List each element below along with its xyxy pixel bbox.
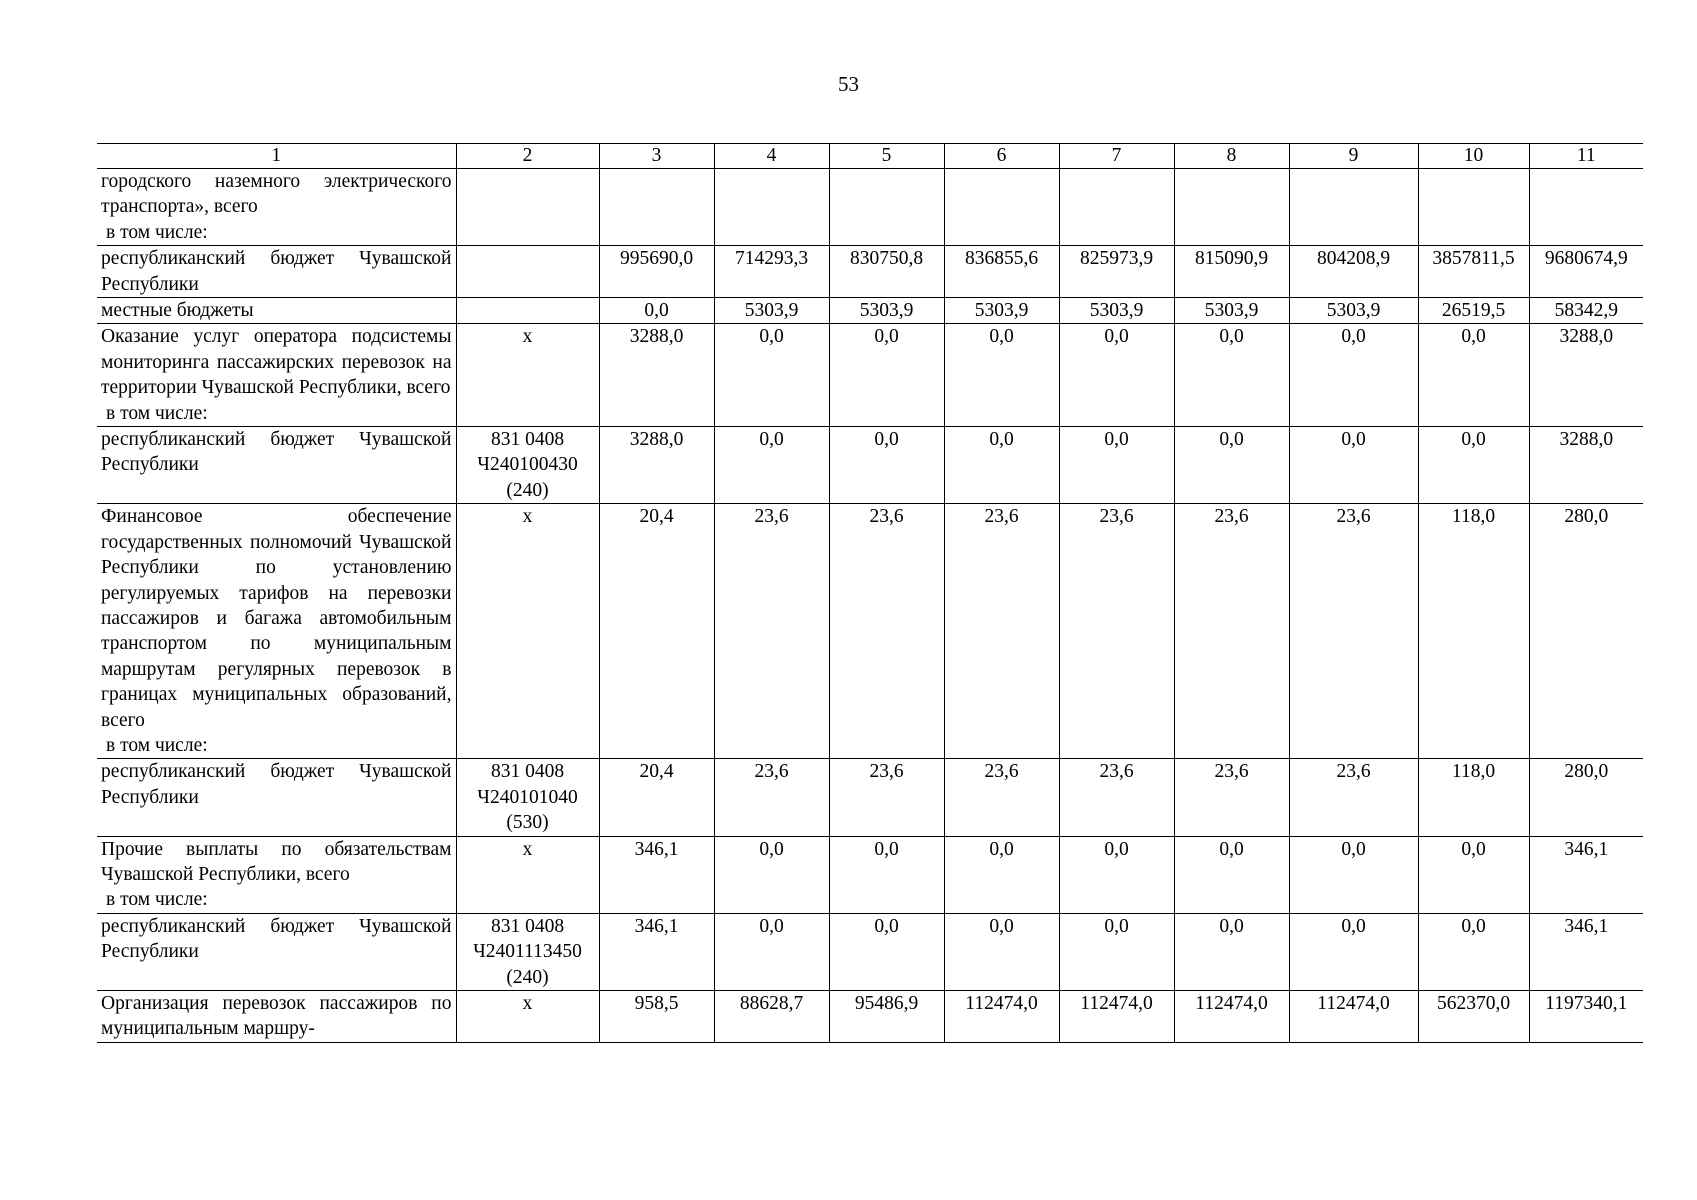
value-cell: 112474,0 xyxy=(944,991,1059,1043)
table-row xyxy=(97,427,1643,504)
value-cell: 23,6 xyxy=(714,504,829,759)
value-cell xyxy=(1059,169,1174,246)
row-name: республиканский бюджет Чувашской Республики xyxy=(101,915,452,963)
budget-code-cell: x xyxy=(456,836,599,913)
value-cell xyxy=(1418,169,1529,246)
table-row xyxy=(97,298,1643,324)
value-cell: 23,6 xyxy=(1174,759,1289,836)
value-cell: 0,0 xyxy=(1174,427,1289,504)
value-cell: 23,6 xyxy=(829,504,944,759)
table-row xyxy=(97,836,1643,913)
value-cell: 346,1 xyxy=(599,836,714,913)
value-cell: 5303,9 xyxy=(1174,298,1289,324)
row-subname: в том числе: xyxy=(106,402,208,424)
value-cell: 0,0 xyxy=(944,913,1059,990)
value-cell: 3288,0 xyxy=(1529,324,1643,427)
value-cell: 95486,9 xyxy=(829,991,944,1043)
row-name-cell xyxy=(97,298,456,324)
table-row xyxy=(97,246,1643,298)
value-cell: 1197340,1 xyxy=(1529,991,1643,1043)
row-name: Оказание услуг оператора подсистемы мониторинга пассажирских перевозок на территории Чувашской Республики, всего xyxy=(101,326,452,399)
row-name: Финансовое обеспечение государственных полномочий Чувашской Республики по установлению регулируемых тарифов на перевозки пассажиров и багажа автомобильным транспортом по муниципальным маршрутам регулярных перевозок в границах муниципальных образований, всего xyxy=(101,506,452,731)
row-name-cell xyxy=(97,759,456,836)
value-cell: 0,0 xyxy=(1174,836,1289,913)
column-number: 7 xyxy=(1059,144,1174,169)
value-cell xyxy=(1174,169,1289,246)
value-cell: 0,0 xyxy=(1418,913,1529,990)
budget-code-cell xyxy=(456,246,599,298)
value-cell: 714293,3 xyxy=(714,246,829,298)
value-cell xyxy=(1289,169,1418,246)
value-cell: 0,0 xyxy=(714,836,829,913)
row-name-cell xyxy=(97,169,456,246)
value-cell xyxy=(599,169,714,246)
value-cell: 280,0 xyxy=(1529,504,1643,759)
row-name-cell xyxy=(97,324,456,427)
table-row xyxy=(97,324,1643,427)
value-cell: 0,0 xyxy=(944,427,1059,504)
row-name: Прочие выплаты по обязательствам Чувашской Республики, всего xyxy=(101,838,452,885)
value-cell: 562370,0 xyxy=(1418,991,1529,1043)
row-name: республиканский бюджет Чувашской Республики xyxy=(101,429,452,476)
value-cell: 0,0 xyxy=(829,836,944,913)
value-cell: 0,0 xyxy=(1289,836,1418,913)
column-number: 11 xyxy=(1529,144,1643,169)
value-cell xyxy=(829,169,944,246)
column-number: 6 xyxy=(944,144,1059,169)
column-number: 9 xyxy=(1289,144,1418,169)
row-name: Организация перевозок пассажиров по муниципальным маршру- xyxy=(101,993,452,1040)
value-cell: 118,0 xyxy=(1418,504,1529,759)
value-cell: 280,0 xyxy=(1529,759,1643,836)
row-name: местные бюджеты xyxy=(101,300,254,322)
value-cell: 0,0 xyxy=(714,427,829,504)
table-body xyxy=(97,144,1643,1043)
value-cell: 346,1 xyxy=(599,913,714,990)
budget-table xyxy=(97,143,1643,1043)
value-cell: 0,0 xyxy=(829,324,944,427)
budget-code-cell: x xyxy=(456,324,599,427)
value-cell: 0,0 xyxy=(1289,324,1418,427)
value-cell xyxy=(944,169,1059,246)
column-number: 8 xyxy=(1174,144,1289,169)
value-cell: 5303,9 xyxy=(1059,298,1174,324)
value-cell: 23,6 xyxy=(1289,759,1418,836)
budget-code-cell: x xyxy=(456,991,599,1043)
column-number: 5 xyxy=(829,144,944,169)
value-cell: 23,6 xyxy=(829,759,944,836)
value-cell: 346,1 xyxy=(1529,913,1643,990)
value-cell: 23,6 xyxy=(944,504,1059,759)
value-cell: 3857811,5 xyxy=(1418,246,1529,298)
row-name: республиканский бюджет Чувашской Республики xyxy=(101,761,452,808)
value-cell: 0,0 xyxy=(1059,913,1174,990)
value-cell: 0,0 xyxy=(599,298,714,324)
value-cell: 0,0 xyxy=(1289,913,1418,990)
value-cell: 0,0 xyxy=(829,913,944,990)
value-cell: 0,0 xyxy=(1418,836,1529,913)
value-cell: 836855,6 xyxy=(944,246,1059,298)
value-cell: 0,0 xyxy=(1059,324,1174,427)
value-cell: 5303,9 xyxy=(1289,298,1418,324)
row-subname: в том числе: xyxy=(106,889,208,911)
value-cell: 20,4 xyxy=(599,504,714,759)
budget-code-cell xyxy=(456,169,599,246)
table-row xyxy=(97,504,1643,759)
value-cell xyxy=(714,169,829,246)
value-cell: 0,0 xyxy=(829,427,944,504)
value-cell xyxy=(1529,169,1643,246)
value-cell: 815090,9 xyxy=(1174,246,1289,298)
row-name-cell xyxy=(97,836,456,913)
budget-code-cell: 831 0408 Ч2401113450 (240) xyxy=(456,913,599,990)
row-subname: в том числе: xyxy=(106,221,208,243)
value-cell: 0,0 xyxy=(1174,324,1289,427)
value-cell: 23,6 xyxy=(714,759,829,836)
value-cell: 0,0 xyxy=(1059,427,1174,504)
value-cell: 9680674,9 xyxy=(1529,246,1643,298)
row-name-cell xyxy=(97,504,456,759)
value-cell: 88628,7 xyxy=(714,991,829,1043)
column-number: 2 xyxy=(456,144,599,169)
column-number-row xyxy=(97,144,1643,169)
value-cell: 5303,9 xyxy=(829,298,944,324)
value-cell: 0,0 xyxy=(1059,836,1174,913)
value-cell: 5303,9 xyxy=(944,298,1059,324)
value-cell: 112474,0 xyxy=(1174,991,1289,1043)
page-number: 53 xyxy=(838,72,859,96)
budget-code-cell: 831 0408 Ч240100430 (240) xyxy=(456,427,599,504)
value-cell: 0,0 xyxy=(1174,913,1289,990)
value-cell: 23,6 xyxy=(1174,504,1289,759)
value-cell: 23,6 xyxy=(1289,504,1418,759)
table-row xyxy=(97,759,1643,836)
value-cell: 346,1 xyxy=(1529,836,1643,913)
value-cell: 112474,0 xyxy=(1059,991,1174,1043)
row-name: городского наземного электрического транспорта», всего xyxy=(101,171,452,218)
value-cell: 23,6 xyxy=(1059,504,1174,759)
value-cell: 804208,9 xyxy=(1289,246,1418,298)
value-cell: 0,0 xyxy=(714,324,829,427)
row-name-cell xyxy=(97,991,456,1043)
row-subname: в том числе: xyxy=(106,734,208,756)
table-row xyxy=(97,991,1643,1043)
column-number: 4 xyxy=(714,144,829,169)
value-cell: 830750,8 xyxy=(829,246,944,298)
value-cell: 995690,0 xyxy=(599,246,714,298)
value-cell: 0,0 xyxy=(1418,324,1529,427)
value-cell: 58342,9 xyxy=(1529,298,1643,324)
budget-code-cell: x xyxy=(456,504,599,759)
value-cell: 5303,9 xyxy=(714,298,829,324)
value-cell: 0,0 xyxy=(1289,427,1418,504)
value-cell: 3288,0 xyxy=(599,427,714,504)
value-cell: 23,6 xyxy=(1059,759,1174,836)
row-name-cell xyxy=(97,427,456,504)
budget-code-cell: 831 0408 Ч240101040 (530) xyxy=(456,759,599,836)
value-cell: 26519,5 xyxy=(1418,298,1529,324)
column-number: 1 xyxy=(97,144,456,169)
value-cell: 3288,0 xyxy=(599,324,714,427)
value-cell: 23,6 xyxy=(944,759,1059,836)
row-name-cell xyxy=(97,246,456,298)
value-cell: 0,0 xyxy=(1418,427,1529,504)
value-cell: 0,0 xyxy=(714,913,829,990)
row-name: республиканский бюджет Чувашской Республики xyxy=(101,248,452,295)
value-cell: 112474,0 xyxy=(1289,991,1418,1043)
value-cell: 0,0 xyxy=(944,324,1059,427)
budget-code-cell xyxy=(456,298,599,324)
column-number: 3 xyxy=(599,144,714,169)
table-row xyxy=(97,913,1643,990)
row-name-cell xyxy=(97,913,456,990)
value-cell: 825973,9 xyxy=(1059,246,1174,298)
value-cell: 3288,0 xyxy=(1529,427,1643,504)
value-cell: 118,0 xyxy=(1418,759,1529,836)
column-number: 10 xyxy=(1418,144,1529,169)
table-row xyxy=(97,169,1643,246)
value-cell: 0,0 xyxy=(944,836,1059,913)
value-cell: 958,5 xyxy=(599,991,714,1043)
value-cell: 20,4 xyxy=(599,759,714,836)
